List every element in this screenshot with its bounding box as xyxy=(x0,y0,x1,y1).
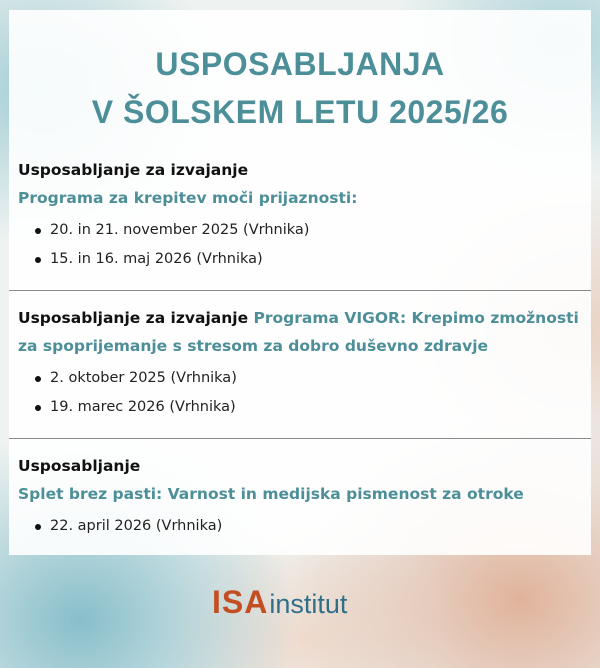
page-title xyxy=(9,10,591,136)
list-item: 20. in 21. november 2025 (Vrhnika) xyxy=(50,216,582,245)
title-line-2: V ŠOLSKEM LETU 2025/26 xyxy=(91,94,509,130)
training-section-vigor xyxy=(9,304,591,422)
section-heading xyxy=(18,452,582,508)
date-list xyxy=(18,364,582,422)
section-heading xyxy=(18,156,582,212)
title-line-1: USPOSABLJANJA xyxy=(155,46,445,82)
list-item: 22. april 2026 (Vrhnika) xyxy=(50,512,582,541)
divider xyxy=(9,290,591,291)
section-prefix: Usposabljanje xyxy=(18,457,141,475)
training-section-internet-safety xyxy=(9,452,591,541)
program-name: Programa VIGOR: Krepimo zmožnosti za spoprijemanje s stresom za dobro duševno zdravje xyxy=(18,309,579,355)
isa-institut-logo xyxy=(212,584,347,624)
content-panel xyxy=(9,10,591,555)
date-list xyxy=(18,216,582,274)
section-prefix: Usposabljanje za izvajanje xyxy=(18,161,249,179)
logo-isa-text: ISA xyxy=(212,584,269,620)
section-prefix: Usposabljanje za izvajanje xyxy=(18,309,249,327)
list-item: 15. in 16. maj 2026 (Vrhnika) xyxy=(50,245,582,274)
program-name: Programa za krepitev moči prijaznosti: xyxy=(18,189,358,207)
date-list xyxy=(18,512,582,541)
logo-institut-text: institut xyxy=(269,589,348,619)
section-heading xyxy=(18,304,582,360)
training-section-kindness xyxy=(9,156,591,274)
divider xyxy=(9,438,591,439)
list-item: 19. marec 2026 (Vrhnika) xyxy=(50,393,582,422)
list-item: 2. oktober 2025 (Vrhnika) xyxy=(50,364,582,393)
program-name: Splet brez pasti: Varnost in medijska pismenost za otroke xyxy=(18,485,524,503)
